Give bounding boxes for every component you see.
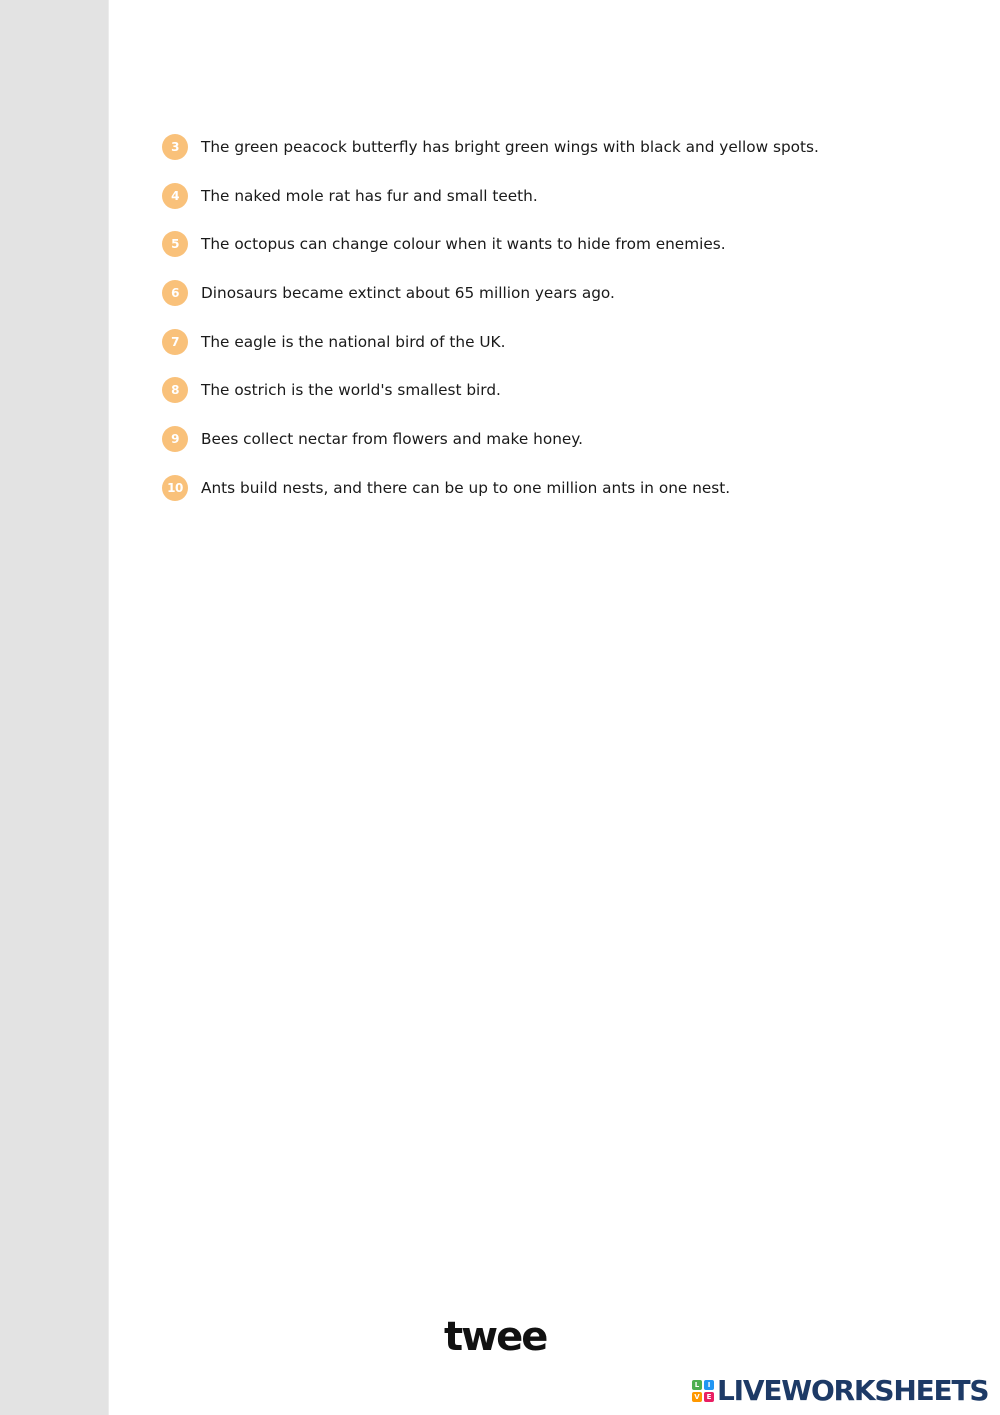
statement-list: [162, 134, 819, 524]
list-item: [162, 426, 819, 452]
item-text: The naked mole rat has fur and small teeth.: [201, 186, 538, 205]
item-number-badge: 10: [162, 475, 188, 501]
item-number-badge: 7: [162, 329, 188, 355]
decorative-grid-strip: [0, 0, 109, 1415]
list-item: [162, 134, 819, 160]
item-number-badge: 3: [162, 134, 188, 160]
item-text: Dinosaurs became extinct about 65 million years ago.: [201, 284, 615, 303]
logo-tile-i: I: [704, 1380, 714, 1390]
item-text: The eagle is the national bird of the UK.: [201, 332, 506, 351]
item-text: Bees collect nectar from flowers and make honey.: [201, 430, 584, 449]
logo-tile-v: V: [692, 1392, 702, 1402]
list-item: [162, 280, 819, 306]
item-text: The green peacock butterfly has bright green wings with black and yellow spots.: [201, 138, 819, 156]
list-item: [162, 475, 819, 501]
logo-tile-l: L: [692, 1380, 702, 1390]
item-number-badge: 6: [162, 280, 188, 306]
logo-tile-e: E: [704, 1392, 714, 1402]
liveworksheets-logo-text: LIVEWORKSHEETS: [717, 1374, 989, 1407]
item-number-badge: 4: [162, 183, 188, 209]
item-text: The ostrich is the world's smallest bird.: [201, 381, 501, 400]
twee-logo: twee: [444, 1314, 547, 1360]
list-item: [162, 231, 819, 257]
item-number-badge: 8: [162, 377, 188, 403]
list-item: [162, 183, 819, 209]
item-number-badge: 5: [162, 231, 188, 257]
liveworksheets-logo[interactable]: [692, 1375, 988, 1407]
list-item: [162, 329, 819, 355]
item-text: The octopus can change colour when it wants to hide from enemies.: [201, 235, 726, 254]
item-text: Ants build nests, and there can be up to one million ants in one nest.: [201, 478, 731, 497]
liveworksheets-logo-icon: [692, 1380, 714, 1402]
list-item: [162, 377, 819, 403]
item-number-badge: 9: [162, 426, 188, 452]
